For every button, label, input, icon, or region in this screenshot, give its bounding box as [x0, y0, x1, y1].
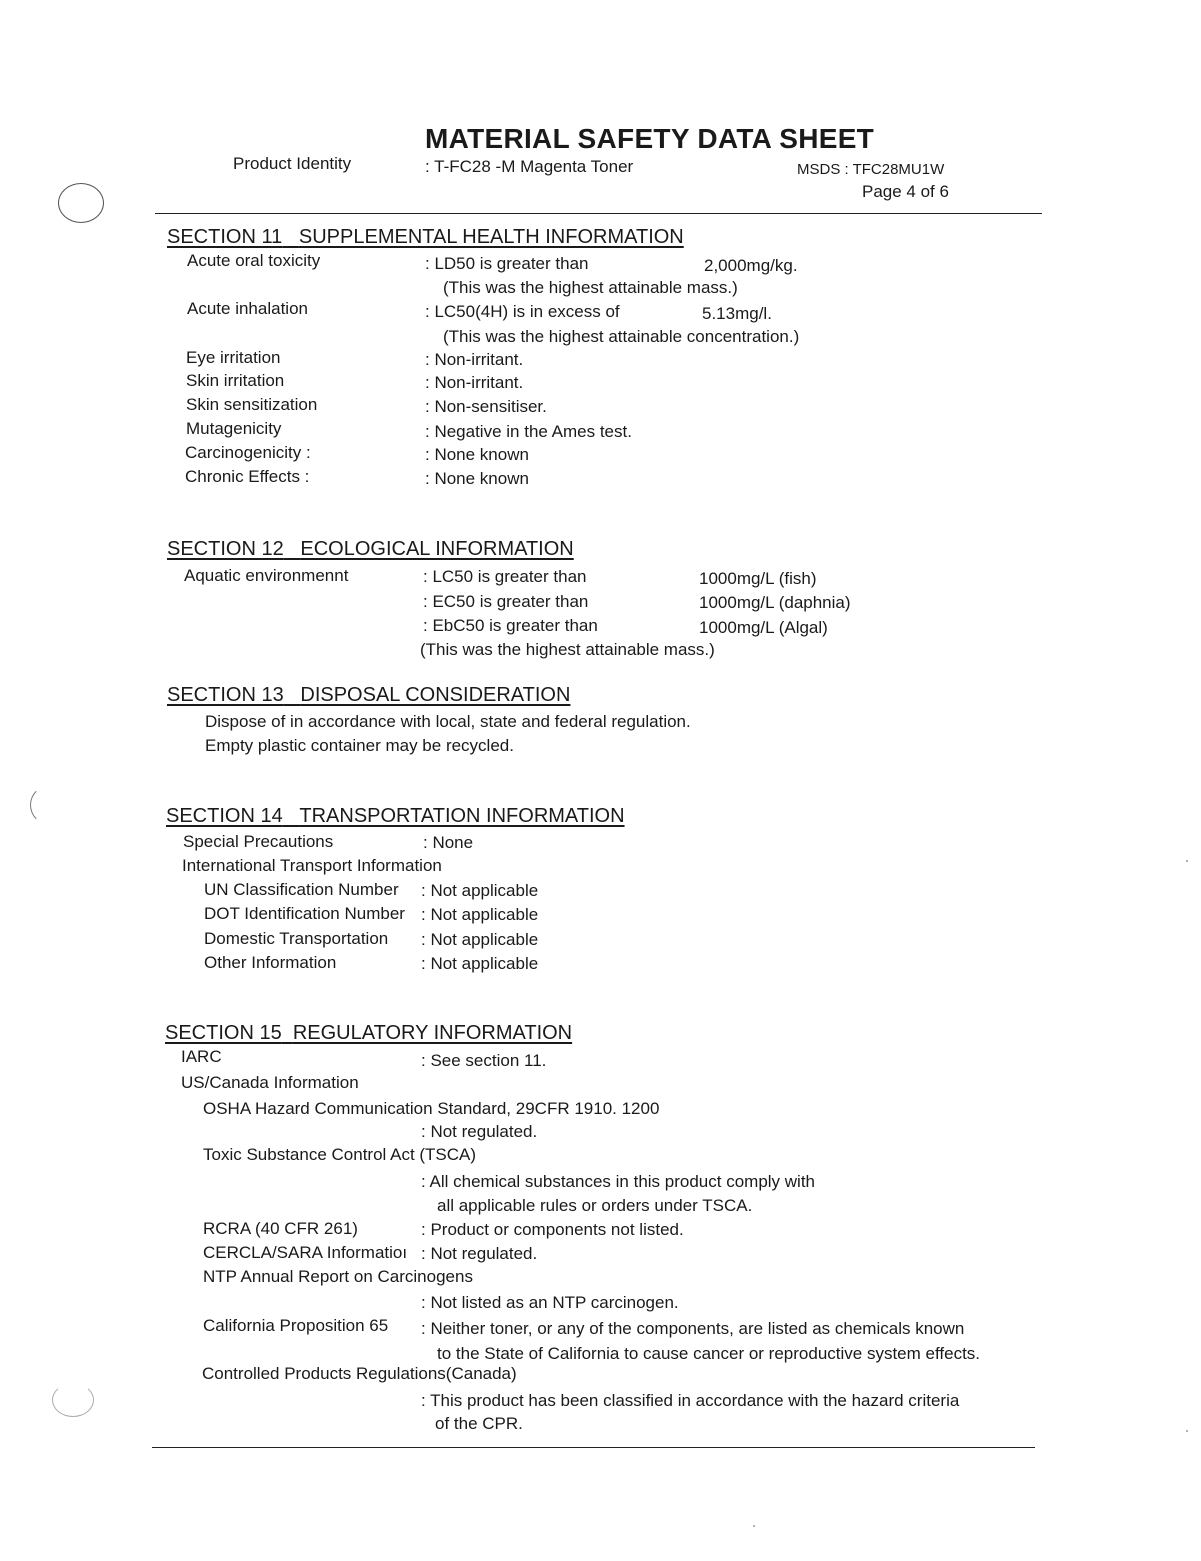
s11-note: (This was the highest attainable concentration.)	[443, 327, 800, 346]
s14-intl-label: International Transport Information	[182, 856, 442, 875]
s14-special-label: Special Precautions	[183, 832, 334, 851]
s15-iarc-value: : See section 11.	[421, 1051, 547, 1070]
s14-row-label: UN Classification Number	[204, 880, 399, 899]
s12-label: Aquatic environmennt	[184, 566, 349, 585]
s12-value: : EbC50 is greater than	[423, 616, 598, 635]
binder-hole-bottom	[52, 1383, 94, 1417]
s11-label: Eye irritation	[186, 348, 281, 367]
section-12-title: ECOLOGICAL INFORMATION	[300, 538, 574, 560]
s11-label: Acute oral toxicity	[187, 251, 321, 270]
s15-cpr-value-1: : This product has been classified in accordance with the hazard criteria	[421, 1391, 960, 1410]
s15-osha-value: : Not regulated.	[421, 1122, 538, 1141]
s15-cpr-value-2: of the CPR.	[435, 1414, 523, 1433]
s15-ca-label: California Proposition 65	[203, 1316, 389, 1335]
section-11-heading	[167, 225, 684, 249]
scan-speck	[1186, 1430, 1188, 1432]
s12-value: : LC50 is greater than	[423, 567, 587, 586]
header-rule	[155, 213, 1042, 214]
section-14-heading	[166, 804, 625, 828]
s15-us-label: US/Canada Information	[181, 1073, 359, 1092]
s15-ca-value-1: : Neither toner, or any of the components, are listed as chemicals known	[421, 1319, 965, 1338]
scan-speck	[1186, 860, 1188, 862]
s11-note: (This was the highest attainable mass.)	[443, 278, 738, 297]
s11-value: : Non-irritant.	[425, 350, 524, 369]
section-15-heading	[165, 1021, 572, 1045]
binder-hole-middle	[30, 785, 70, 825]
s15-rcra-label: RCRA (40 CFR 261)	[203, 1219, 358, 1238]
s15-osha-label: OSHA Hazard Communication Standard, 29CFR 1910. 1200	[203, 1099, 660, 1118]
s15-tsca-value-1: : All chemical substances in this product comply with	[421, 1172, 816, 1191]
page-number: Page 4 of 6	[862, 182, 949, 201]
section-13-heading	[167, 683, 570, 707]
section-15-title: REGULATORY INFORMATION	[292, 1022, 573, 1044]
s15-tsca-value-2: all applicable rules or orders under TSCA.	[437, 1196, 753, 1215]
section-11-number: SECTION 11	[167, 226, 283, 248]
scan-speck	[753, 1525, 755, 1527]
section-13-title: DISPOSAL CONSIDERATION	[300, 684, 571, 706]
s11-label: Carcinogenicity :	[185, 443, 311, 462]
s15-iarc-label: IARC	[181, 1047, 222, 1066]
section-11-title: SUPPLEMENTAL HEALTH INFORMATION	[298, 226, 684, 248]
s11-label: Skin irritation	[186, 371, 285, 390]
s11-amount: 2,000mg/kg.	[704, 256, 798, 275]
s12-value: : EC50 is greater than	[423, 592, 589, 611]
s11-value: : LD50 is greater than	[425, 254, 589, 273]
s14-row-value: : Not applicable	[421, 881, 539, 900]
s11-label: Acute inhalation	[187, 299, 308, 318]
s14-row-value: : Not applicable	[421, 930, 539, 949]
s12-amount: 1000mg/L (daphnia)	[699, 593, 851, 612]
s15-tsca-label: Toxic Substance Control Act (TSCA)	[203, 1145, 477, 1164]
s15-ntp-value: : Not listed as an NTP carcinogen.	[421, 1293, 679, 1312]
product-identity-label: Product Identity	[233, 154, 352, 173]
section-15-number: SECTION 15	[165, 1022, 282, 1044]
product-identity-value: : T-FC28 -M Magenta Toner	[425, 157, 634, 176]
s11-label: Mutagenicity	[186, 419, 282, 438]
s11-amount: 5.13mg/l.	[702, 304, 772, 323]
s12-amount: 1000mg/L (fish)	[699, 569, 817, 588]
section-12-heading	[167, 537, 574, 561]
s15-cercla-value: : Not regulated.	[421, 1244, 538, 1263]
document-title: MATERIAL SAFETY DATA SHEET	[425, 123, 875, 154]
s11-value: : Non-irritant.	[425, 373, 524, 392]
s11-value: : None known	[425, 469, 529, 488]
s15-ca-value-2: to the State of California to cause cancer or reproductive system effects.	[437, 1344, 981, 1363]
s15-ntp-label: NTP Annual Report on Carcinogens	[203, 1267, 473, 1286]
s12-note: (This was the highest attainable mass.)	[420, 640, 715, 659]
section-14-title: TRANSPORTATION INFORMATION	[299, 805, 625, 827]
s14-special-value: : None	[423, 833, 474, 852]
s12-amount: 1000mg/L (Algal)	[699, 618, 828, 637]
s14-row-value: : Not applicable	[421, 905, 539, 924]
s11-label: Skin sensitization	[186, 395, 318, 414]
s15-cercla-label: CERCLA/SARA Informatioı	[203, 1243, 408, 1262]
msds-number: MSDS : TFC28MU1W	[797, 161, 945, 178]
s15-rcra-value: : Product or components not listed.	[421, 1220, 684, 1239]
s15-cpr-label: Controlled Products Regulations(Canada)	[202, 1364, 517, 1383]
s11-value: : None known	[425, 445, 529, 464]
s14-row-label: Other Information	[204, 953, 337, 972]
s13-line: Empty plastic container may be recycled.	[205, 736, 514, 755]
s14-row-value: : Not applicable	[421, 954, 539, 973]
s14-row-label: Domestic Transportation	[204, 929, 389, 948]
s11-label: Chronic Effects :	[185, 467, 310, 486]
s11-value: : Non-sensitiser.	[425, 397, 547, 416]
s11-value: : LC50(4H) is in excess of	[425, 302, 620, 321]
section-14-number: SECTION 14	[166, 805, 283, 827]
s11-value: : Negative in the Ames test.	[425, 422, 632, 441]
section-13-number: SECTION 13	[167, 684, 284, 706]
footer-rule	[152, 1447, 1035, 1448]
binder-hole-top	[58, 183, 104, 223]
s13-line: Dispose of in accordance with local, state and federal regulation.	[205, 712, 691, 731]
section-12-number: SECTION 12	[167, 538, 284, 560]
s14-row-label: DOT Identification Number	[204, 904, 405, 923]
